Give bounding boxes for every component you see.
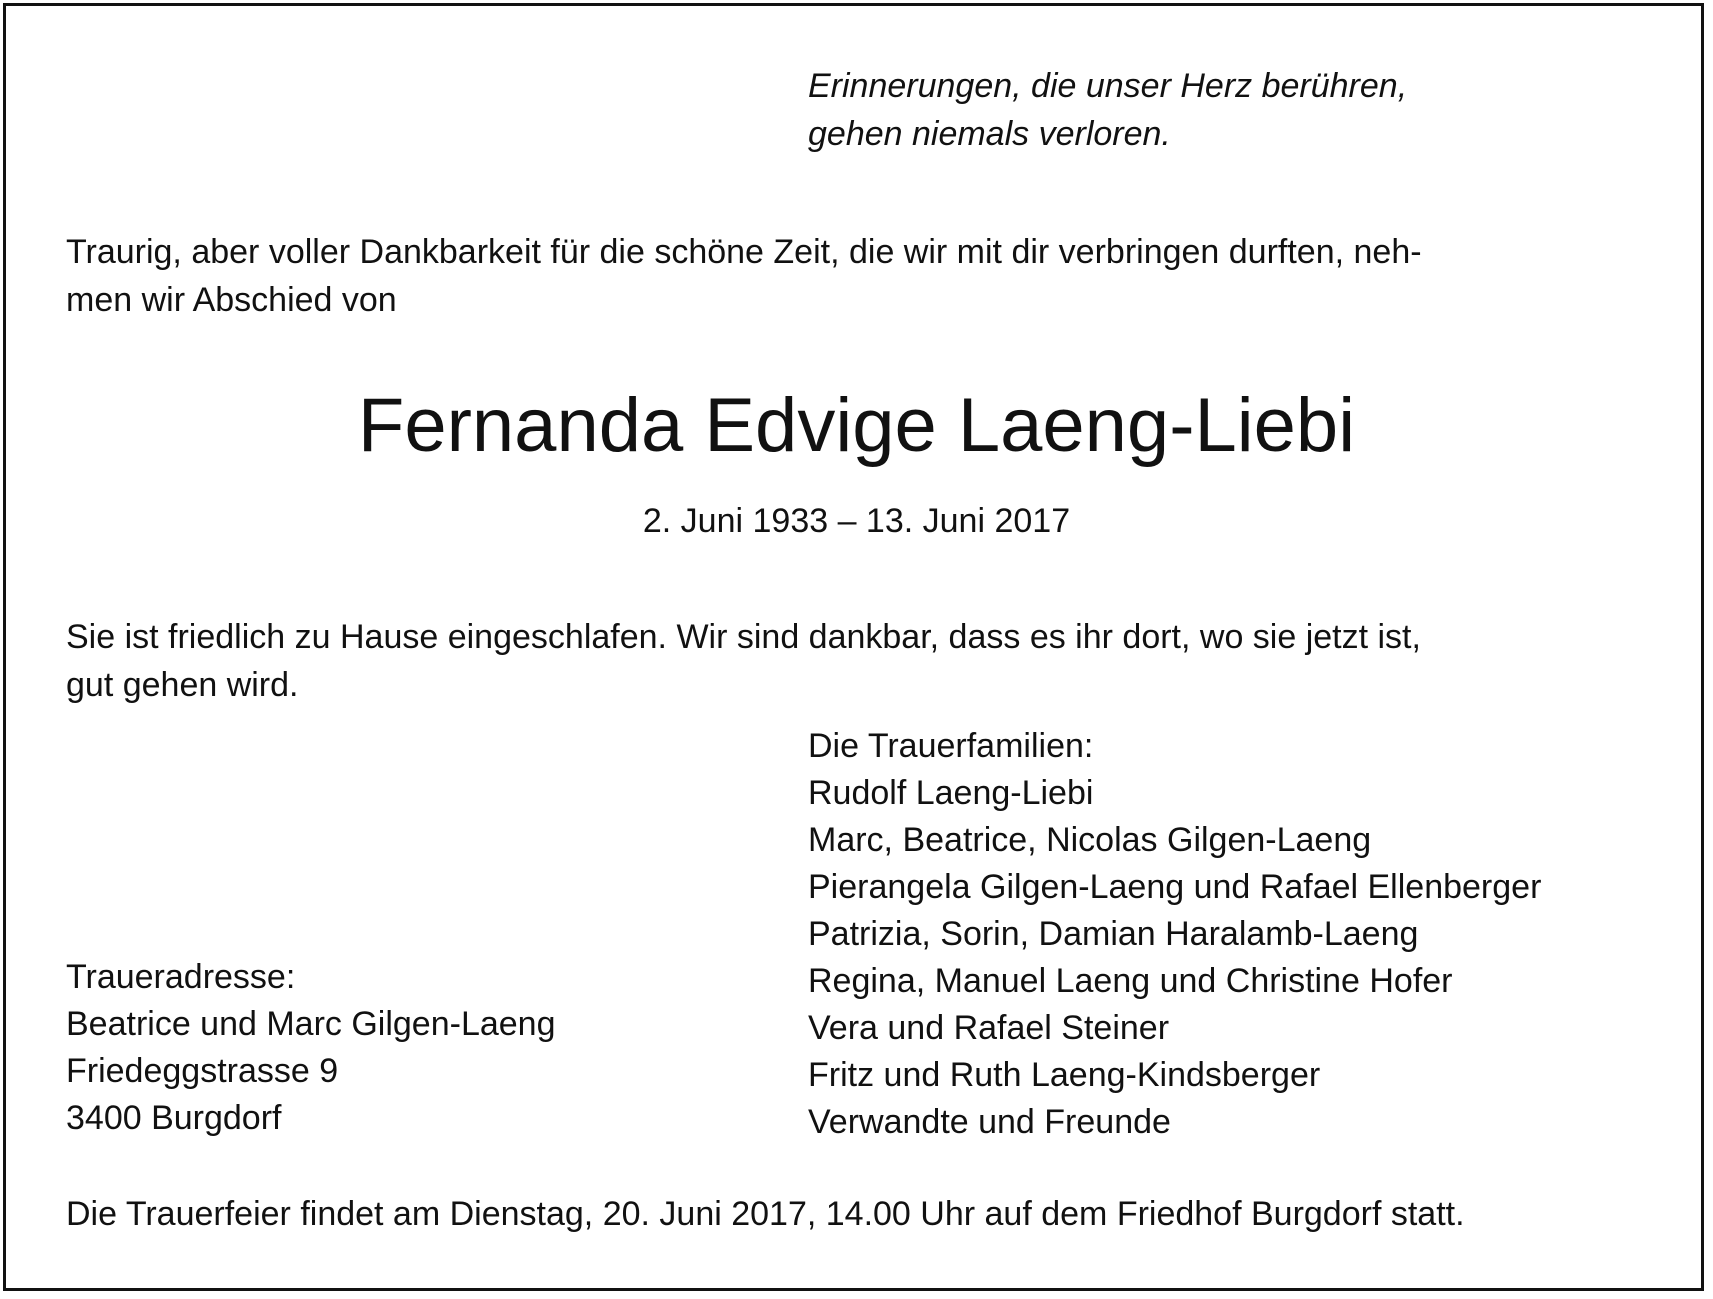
intro-line: Traurig, aber voller Dankbarkeit für die schöne Zeit, die wir mit dir verbringen durften, neh- bbox=[66, 233, 1422, 271]
mourning-address bbox=[66, 954, 556, 1142]
intro-paragraph bbox=[66, 228, 1422, 324]
address-line: 3400 Burgdorf bbox=[66, 1099, 282, 1137]
mourning-families bbox=[808, 723, 1541, 1146]
family-member: Fritz und Ruth Laeng-Kindsberger bbox=[808, 1056, 1321, 1094]
family-member: Patrizia, Sorin, Damian Haralamb-Laeng bbox=[808, 915, 1419, 953]
quote-line: gehen niemals verloren. bbox=[808, 115, 1171, 153]
family-member: Pierangela Gilgen-Laeng und Rafael Ellenberger bbox=[808, 868, 1542, 906]
address-line: Friedeggstrasse 9 bbox=[66, 1052, 339, 1090]
family-member: Vera und Rafael Steiner bbox=[808, 1009, 1170, 1047]
peace-line: gut gehen wird. bbox=[66, 666, 299, 704]
family-member: Regina, Manuel Laeng und Christine Hofer bbox=[808, 962, 1453, 1000]
peace-paragraph bbox=[66, 613, 1421, 709]
address-line: Beatrice und Marc Gilgen-Laeng bbox=[66, 1005, 556, 1043]
memorial-quote bbox=[808, 62, 1407, 158]
life-dates: 2. Juni 1933 – 13. Juni 2017 bbox=[642, 502, 1071, 540]
family-member: Marc, Beatrice, Nicolas Gilgen-Laeng bbox=[808, 821, 1372, 859]
address-heading: Traueradresse: bbox=[66, 958, 296, 996]
ceremony-notice: Die Trauerfeier findet am Dienstag, 20. Juni 2017, 14.00 Uhr auf dem Friedhof Burgdorf statt. bbox=[66, 1195, 1465, 1233]
intro-line: men wir Abschied von bbox=[66, 281, 397, 319]
peace-line: Sie ist friedlich zu Hause eingeschlafen. Wir sind dankbar, dass es ihr dort, wo sie jetzt ist, bbox=[66, 618, 1421, 656]
quote-line: Erinnerungen, die unser Herz berühren, bbox=[808, 67, 1408, 105]
families-heading: Die Trauerfamilien: bbox=[808, 727, 1094, 765]
family-member: Verwandte und Freunde bbox=[808, 1103, 1171, 1141]
deceased-name: Fernanda Edvige Laeng-Liebi bbox=[357, 383, 1356, 468]
family-member: Rudolf Laeng-Liebi bbox=[808, 774, 1094, 812]
